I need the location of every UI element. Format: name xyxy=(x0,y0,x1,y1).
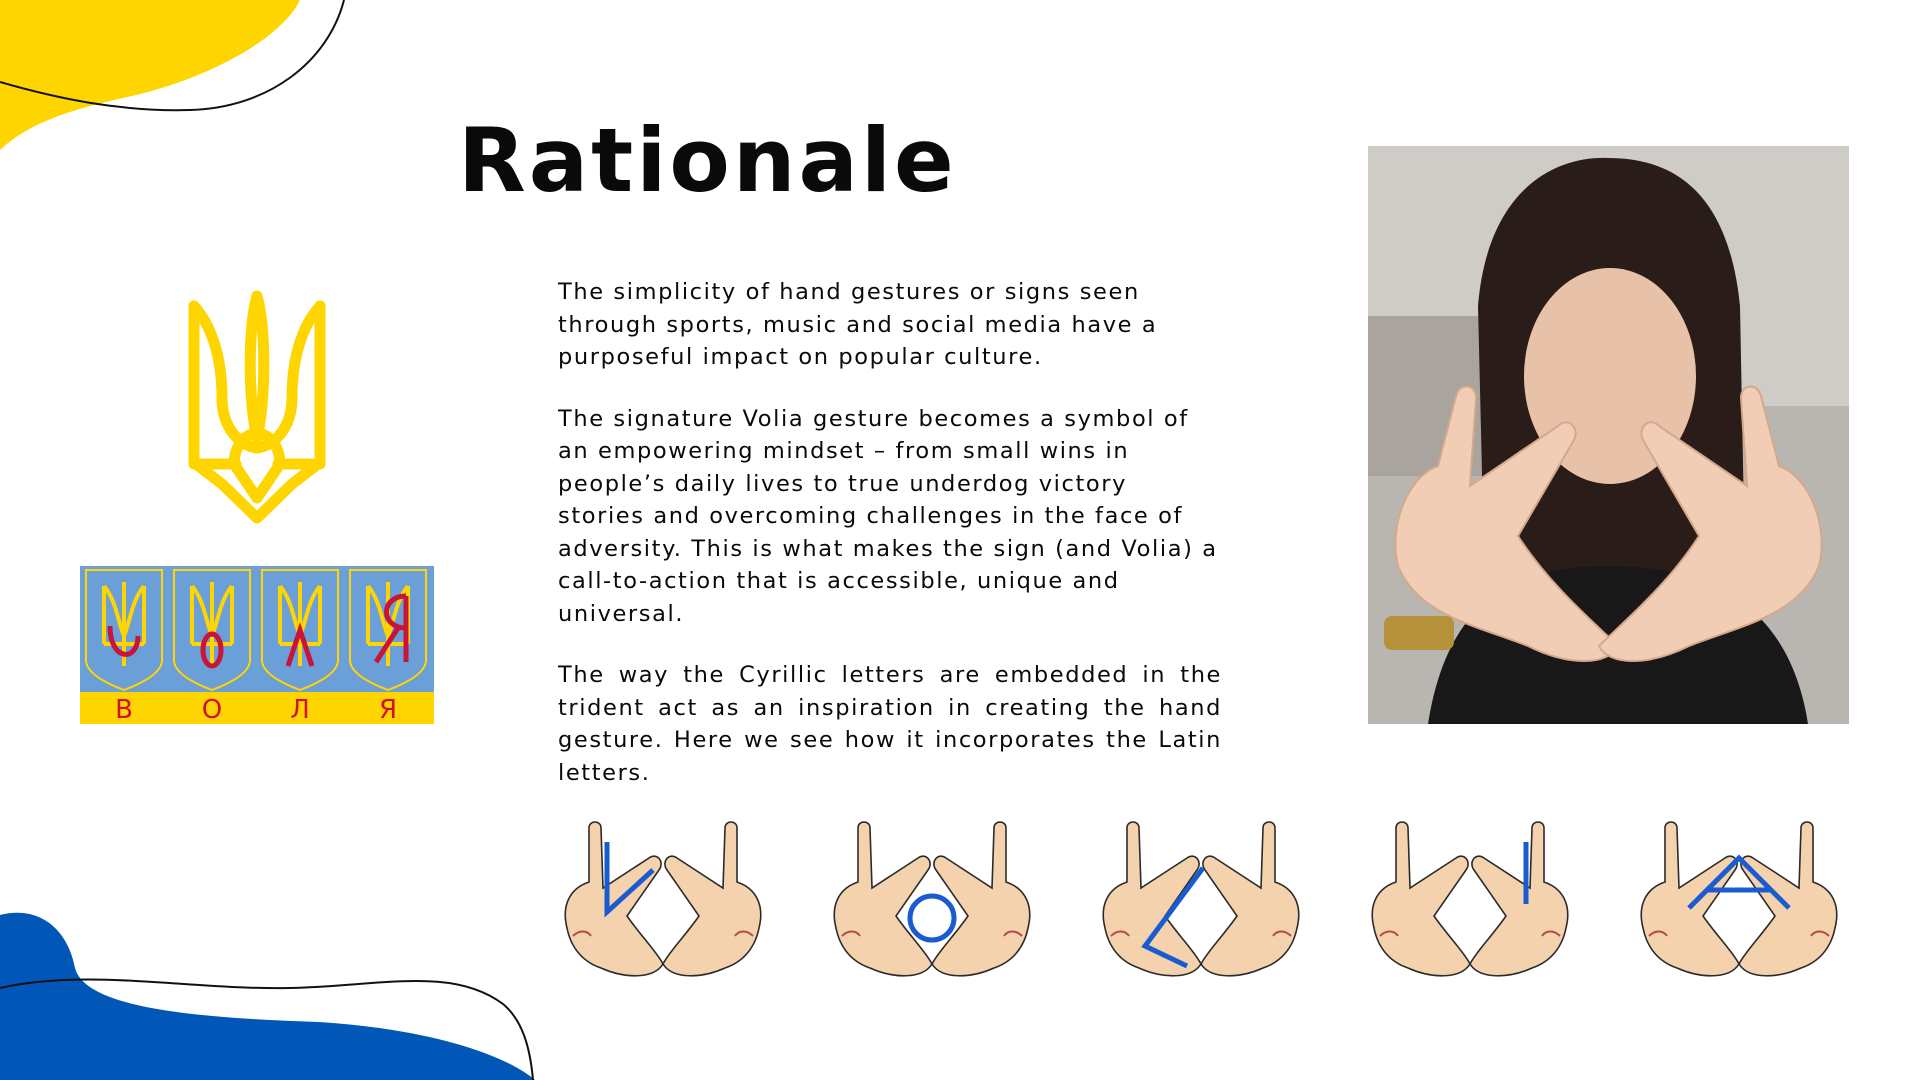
hand-gesture-o xyxy=(822,818,1042,988)
rationale-text xyxy=(558,276,1222,818)
shield-1 xyxy=(86,570,162,690)
paragraph-2: The signature Volia gesture becomes a symbol of an empowering mindset – from small wins in people’s daily lives to true underdog victory stories and overcoming challenges in the face of adversity. This is what makes the sign (and Volia) a call-to-action that is accessible, unique and universal. xyxy=(558,405,1218,627)
bottom-left-blue-blob xyxy=(0,913,535,1080)
paragraph-3: The way the Cyrillic letters are embedded in the trident act as an inspiration in creating the hand gesture. Here we see how it incorporates the Latin letters. xyxy=(558,662,1222,786)
emblem-letter-2: О xyxy=(201,695,223,724)
paragraph-1: The simplicity of hand gestures or signs seen through sports, music and social media have a purposeful impact on popular culture. xyxy=(558,279,1158,370)
hand-gesture-i xyxy=(1360,818,1580,988)
gesture-photo xyxy=(1368,146,1849,724)
hand-gesture-l xyxy=(1091,818,1311,988)
emblem-letter-1: В xyxy=(115,695,133,724)
shield-2 xyxy=(174,570,250,690)
top-left-yellow-blob xyxy=(0,0,300,150)
emblem-letter-3: Л xyxy=(290,695,310,724)
shield-3 xyxy=(262,570,338,690)
shield-4 xyxy=(350,570,426,690)
hand-gesture-v xyxy=(553,818,773,988)
trident-icon xyxy=(182,288,332,528)
emblem-letter-4: Я xyxy=(378,695,398,724)
slide-title: Rationale xyxy=(458,109,957,212)
hand-gestures-row xyxy=(553,818,1853,988)
hand-gesture-a xyxy=(1629,818,1849,988)
volia-emblem xyxy=(80,566,434,724)
